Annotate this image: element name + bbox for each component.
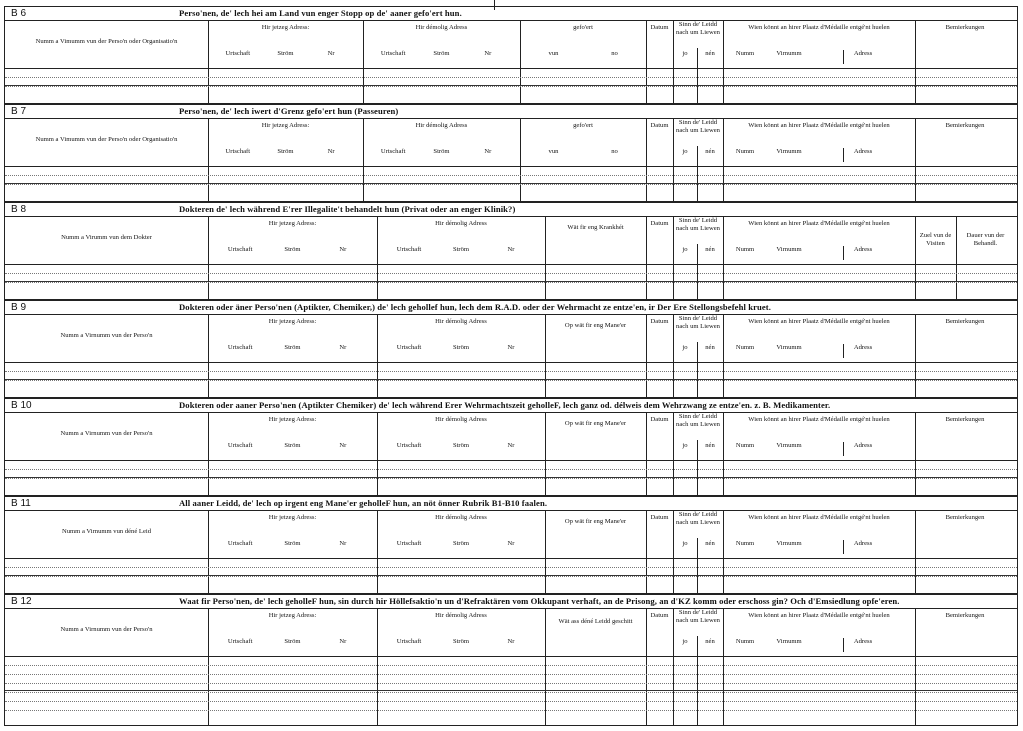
section-b7 bbox=[4, 104, 1018, 202]
section-code: B 8 bbox=[11, 204, 27, 215]
column-divider bbox=[915, 20, 916, 103]
medal-label: Wien könnt an hirer Plaatz d'Médaille entgé'nt huelen bbox=[748, 24, 890, 31]
driven-label: gefo'ert bbox=[573, 24, 593, 31]
number-label: Nr bbox=[484, 50, 492, 57]
section-b9 bbox=[4, 300, 1018, 398]
section-code: B 7 bbox=[11, 106, 27, 117]
section-title-row bbox=[5, 203, 1017, 217]
entry-line bbox=[5, 371, 1017, 372]
number-label: Nr bbox=[507, 638, 515, 645]
column-divider bbox=[545, 216, 546, 299]
name-column-label: Numm a Virumm vun dem Dokter bbox=[61, 234, 152, 241]
column-divider bbox=[363, 118, 364, 201]
column-divider bbox=[646, 510, 647, 593]
form-sheet bbox=[4, 6, 1018, 726]
alive-label: Sinn de' Leidd nach um Liewen bbox=[676, 413, 720, 428]
column-divider bbox=[208, 412, 209, 495]
column-divider bbox=[646, 20, 647, 103]
entry-line bbox=[5, 683, 1017, 684]
column-divider bbox=[843, 344, 844, 358]
alive-label: Sinn de' Leidd nach um Liewen bbox=[676, 609, 720, 624]
locality-label: Urtschaft bbox=[225, 50, 251, 57]
column-divider bbox=[646, 608, 647, 725]
date-label: Datum bbox=[650, 318, 669, 325]
current-address-label: Hir jetzeg Adress: bbox=[268, 318, 317, 325]
yes-label: jo bbox=[682, 148, 688, 155]
locality-label: Urtschaft bbox=[396, 638, 422, 645]
column-divider bbox=[723, 216, 724, 299]
entry-line bbox=[5, 576, 1017, 577]
street-label: Ström bbox=[284, 246, 301, 253]
number-label: Nr bbox=[507, 246, 515, 253]
number-label: Nr bbox=[507, 344, 515, 351]
column-divider bbox=[545, 608, 546, 725]
column-divider bbox=[545, 412, 546, 495]
manner-label: Op wät fir eng Mane'er bbox=[564, 322, 627, 329]
column-divider bbox=[208, 216, 209, 299]
column-divider bbox=[208, 608, 209, 725]
yes-label: jo bbox=[682, 540, 688, 547]
body-separator bbox=[5, 575, 1017, 576]
medal-name-label: Numm bbox=[735, 148, 755, 155]
column-divider bbox=[377, 314, 378, 397]
current-address-label: Hir jetzeg Adress: bbox=[261, 122, 310, 129]
section-b6 bbox=[4, 6, 1018, 104]
section-title-row bbox=[5, 7, 1017, 21]
column-divider bbox=[843, 50, 844, 64]
locality-label: Urtschaft bbox=[225, 148, 251, 155]
locality-label: Urtschaft bbox=[396, 344, 422, 351]
medal-firstname-label: Virnumm bbox=[776, 442, 802, 449]
entry-line bbox=[5, 86, 1017, 87]
locality-label: Urtschaft bbox=[396, 540, 422, 547]
column-divider bbox=[915, 118, 916, 201]
column-divider bbox=[377, 216, 378, 299]
section-b10 bbox=[4, 398, 1018, 496]
entry-line bbox=[5, 273, 1017, 274]
top-crop-mark bbox=[494, 0, 495, 10]
yes-label: jo bbox=[682, 246, 688, 253]
yes-label: jo bbox=[682, 50, 688, 57]
medal-name-label: Numm bbox=[735, 540, 755, 547]
medal-name-label: Numm bbox=[735, 50, 755, 57]
medal-name-label: Numm bbox=[735, 638, 755, 645]
remarks-label: Bemierkungen bbox=[945, 514, 985, 521]
body-separator bbox=[5, 281, 1017, 282]
section-code: B 6 bbox=[11, 8, 27, 19]
column-divider bbox=[208, 510, 209, 593]
column-divider bbox=[208, 118, 209, 201]
medal-address-label: Adress bbox=[853, 344, 873, 351]
remarks-label: Bemierkungen bbox=[945, 612, 985, 619]
manner-label: Op wät fir eng Mane'er bbox=[564, 518, 627, 525]
alive-label: Sinn de' Leidd nach um Liewen bbox=[676, 119, 720, 134]
entry-line bbox=[5, 674, 1017, 675]
column-divider bbox=[843, 148, 844, 162]
column-divider bbox=[646, 216, 647, 299]
column-divider bbox=[208, 20, 209, 103]
no-label: nén bbox=[705, 540, 715, 547]
alive-label: Sinn de' Leidd nach um Liewen bbox=[676, 315, 720, 330]
date-label: Datum bbox=[650, 416, 669, 423]
medal-address-label: Adress bbox=[853, 442, 873, 449]
date-label: Datum bbox=[650, 612, 669, 619]
number-label: Nr bbox=[507, 442, 515, 449]
column-divider bbox=[723, 314, 724, 397]
column-divider bbox=[843, 442, 844, 456]
number-label: Nr bbox=[339, 638, 347, 645]
date-label: Datum bbox=[650, 220, 669, 227]
column-divider bbox=[915, 510, 916, 593]
locality-label: Urtschaft bbox=[380, 50, 406, 57]
body-separator bbox=[5, 477, 1017, 478]
locality-label: Urtschaft bbox=[227, 442, 253, 449]
column-divider bbox=[723, 412, 724, 495]
name-column-label: Numm a Virnumm vun der Perso'n bbox=[60, 430, 153, 437]
medal-address-label: Adress bbox=[853, 148, 873, 155]
medal-firstname-label: Virnumm bbox=[776, 246, 802, 253]
column-divider bbox=[377, 412, 378, 495]
street-label: Ström bbox=[433, 50, 450, 57]
locality-label: Urtschaft bbox=[227, 540, 253, 547]
entry-line bbox=[5, 184, 1017, 185]
former-address-label: Hir démolig Adress bbox=[435, 612, 487, 619]
column-divider bbox=[377, 608, 378, 725]
entry-line bbox=[5, 175, 1017, 176]
to-label: no bbox=[611, 50, 618, 57]
remarks-label: Bemierkungen bbox=[945, 318, 985, 325]
column-divider bbox=[545, 510, 546, 593]
yes-label: jo bbox=[682, 344, 688, 351]
no-label: nén bbox=[705, 246, 715, 253]
entry-line bbox=[5, 77, 1017, 78]
name-column-label: Numm a Virnumm vun déné Leid bbox=[61, 528, 152, 535]
number-label: Nr bbox=[507, 540, 515, 547]
alive-label: Sinn de' Leidd nach um Liewen bbox=[676, 217, 720, 232]
column-divider bbox=[723, 20, 724, 103]
entry-line bbox=[5, 469, 1017, 470]
medal-label: Wien könnt an hirer Plaatz d'Médaille entgé'nt huelen bbox=[748, 318, 890, 325]
street-label: Ström bbox=[277, 148, 294, 155]
street-label: Ström bbox=[433, 148, 450, 155]
no-label: nén bbox=[705, 638, 715, 645]
section-title-row bbox=[5, 497, 1017, 511]
section-title: Perso'nen, de' lech iwert d'Grenz gefo'ert hun (Passeuren) bbox=[179, 106, 399, 116]
former-address-label: Hir démolig Adress bbox=[435, 416, 487, 423]
column-divider bbox=[697, 636, 698, 725]
number-label: Nr bbox=[327, 148, 335, 155]
section-title: Waat fir Perso'nen, de' lech geholleF hun, sin durch hir Höllefsaktio'n un d'Refraktären vom Okkupant verhaft, an de Prisong, an d'KZ komm oder erschoss gin? Och d'Emsiedlung opfe'eren. bbox=[179, 596, 900, 606]
to-label: no bbox=[611, 148, 618, 155]
what-happened-label: Wät ass déné Leidd geschitt bbox=[558, 618, 633, 625]
street-label: Ström bbox=[284, 344, 301, 351]
section-code: B 12 bbox=[11, 596, 32, 607]
street-label: Ström bbox=[452, 540, 470, 547]
column-divider bbox=[915, 608, 916, 725]
medal-address-label: Adress bbox=[853, 246, 873, 253]
column-divider bbox=[843, 246, 844, 260]
column-divider bbox=[723, 510, 724, 593]
former-address-label: Hir démolig Adress bbox=[435, 220, 487, 227]
medal-address-label: Adress bbox=[853, 50, 873, 57]
entry-line bbox=[5, 282, 1017, 283]
current-address-label: Hir jetzeg Adress: bbox=[261, 24, 310, 31]
section-b11 bbox=[4, 496, 1018, 594]
no-label: nén bbox=[705, 50, 715, 57]
column-divider bbox=[377, 510, 378, 593]
remarks-label: Bemierkungen bbox=[945, 416, 985, 423]
driven-label: gefo'ert bbox=[573, 122, 593, 129]
medal-name-label: Numm bbox=[735, 246, 755, 253]
section-code: B 9 bbox=[11, 302, 27, 313]
column-divider bbox=[673, 608, 674, 725]
name-column-label: Numm a Virnumm vun der Perso'n bbox=[60, 626, 153, 633]
yes-label: jo bbox=[682, 442, 688, 449]
section-title-row bbox=[5, 105, 1017, 119]
section-code: B 11 bbox=[11, 498, 31, 509]
medal-name-label: Numm bbox=[735, 344, 755, 351]
street-label: Ström bbox=[284, 442, 301, 449]
current-address-label: Hir jetzeg Adress: bbox=[268, 220, 317, 227]
column-divider bbox=[915, 412, 916, 495]
number-label: Nr bbox=[339, 344, 347, 351]
medal-firstname-label: Virnumm bbox=[776, 344, 802, 351]
entry-line bbox=[5, 380, 1017, 381]
treatment-label: Dauer vun der Behandl. bbox=[966, 232, 1005, 247]
former-address-label: Hir démolig Adress bbox=[415, 122, 468, 129]
section-title-row bbox=[5, 595, 1017, 609]
locality-label: Urtschaft bbox=[396, 246, 422, 253]
locality-label: Urtschaft bbox=[227, 344, 253, 351]
entry-line bbox=[5, 701, 1017, 702]
medal-address-label: Adress bbox=[853, 638, 873, 645]
name-column-label: Numm a Vimumm vun der Perso'n oder Organisatio'n bbox=[35, 38, 178, 45]
number-label: Nr bbox=[339, 246, 347, 253]
column-divider bbox=[646, 314, 647, 397]
entry-line bbox=[5, 478, 1017, 479]
column-divider bbox=[208, 314, 209, 397]
number-label: Nr bbox=[339, 540, 347, 547]
date-label: Datum bbox=[650, 514, 669, 521]
street-label: Ström bbox=[452, 344, 470, 351]
section-title: Dokteren oder aaner Perso'nen (Aptikter Chemiker) de' lech während Erer Wehrmachtszeit geholleF, lech ganz od. délweis dem Wehrzwang ze entze'en. z. B. Medikamenter. bbox=[179, 400, 831, 410]
medal-firstname-label: Virnumm bbox=[776, 540, 802, 547]
former-address-label: Hir démolig Adress bbox=[435, 514, 487, 521]
no-label: nén bbox=[705, 344, 715, 351]
body-separator bbox=[5, 690, 1017, 691]
medal-address-label: Adress bbox=[853, 540, 873, 547]
current-address-label: Hir jetzeg Adress: bbox=[268, 514, 317, 521]
section-title-row bbox=[5, 301, 1017, 315]
column-divider bbox=[520, 20, 521, 103]
number-label: Nr bbox=[327, 50, 335, 57]
locality-label: Urtschaft bbox=[396, 442, 422, 449]
no-label: nén bbox=[705, 148, 715, 155]
section-b12 bbox=[4, 594, 1018, 726]
column-divider bbox=[915, 216, 916, 299]
from-label: vun bbox=[548, 148, 559, 155]
column-divider bbox=[723, 118, 724, 201]
street-label: Ström bbox=[277, 50, 294, 57]
current-address-label: Hir jetzeg Adress: bbox=[268, 416, 317, 423]
column-divider bbox=[915, 314, 916, 397]
entry-line bbox=[5, 665, 1017, 666]
remarks-label: Bemierkungen bbox=[945, 122, 985, 129]
number-label: Nr bbox=[484, 148, 492, 155]
illness-label: Wät fir eng Krankhét bbox=[567, 224, 624, 231]
medal-label: Wien könnt an hirer Plaatz d'Médaille entgé'nt huelen bbox=[748, 514, 890, 521]
yes-label: jo bbox=[682, 638, 688, 645]
section-code: B 10 bbox=[11, 400, 32, 411]
section-title: All aaner Leidd, de' lech op irgent eng Mane'er geholleF hun, an nöt önner Rubrik B1-B10 faalen. bbox=[179, 498, 548, 508]
body-separator bbox=[5, 379, 1017, 380]
entry-line bbox=[5, 710, 1017, 711]
body-separator bbox=[5, 85, 1017, 86]
from-label: vun bbox=[548, 50, 559, 57]
entry-line bbox=[5, 567, 1017, 568]
section-title: Dokteren oder äner Perso'nen (Aptikter, Chemiker,) de' lech gehollef hun, lech dem R.A.D. oder der Wehrmacht ze entze'en, ir Der Ere Stellongsbefehl kruet. bbox=[179, 302, 772, 312]
date-label: Datum bbox=[650, 24, 669, 31]
visits-label: Zuel vun de Visiten bbox=[919, 232, 952, 247]
former-address-label: Hir démolig Adress bbox=[435, 318, 487, 325]
column-divider bbox=[843, 540, 844, 554]
date-label: Datum bbox=[650, 122, 669, 129]
medal-label: Wien könnt an hirer Plaatz d'Médaille entgé'nt huelen bbox=[748, 122, 890, 129]
locality-label: Urtschaft bbox=[227, 638, 253, 645]
locality-label: Urtschaft bbox=[380, 148, 406, 155]
column-divider bbox=[646, 412, 647, 495]
street-label: Ström bbox=[284, 540, 301, 547]
section-b8 bbox=[4, 202, 1018, 300]
street-label: Ström bbox=[452, 442, 470, 449]
entry-line bbox=[5, 692, 1017, 693]
body-separator bbox=[5, 183, 1017, 184]
section-title: Dokteren de' lech während E'rer Illegalite't behandelt hun (Privat oder an enger Klinik?) bbox=[179, 204, 516, 214]
section-title-row bbox=[5, 399, 1017, 413]
no-label: nén bbox=[705, 442, 715, 449]
alive-label: Sinn de' Leidd nach um Liewen bbox=[676, 21, 720, 36]
medal-name-label: Numm bbox=[735, 442, 755, 449]
manner-label: Op wät fir eng Mane'er bbox=[564, 420, 627, 427]
section-title: Perso'nen, de' lech hei am Land vun enger Stopp op de' aaner gefo'ert hun. bbox=[179, 8, 462, 18]
column-divider bbox=[363, 20, 364, 103]
medal-label: Wien könnt an hirer Plaatz d'Médaille entgé'nt huelen bbox=[748, 612, 890, 619]
medal-firstname-label: Virnumm bbox=[776, 50, 802, 57]
street-label: Ström bbox=[452, 638, 470, 645]
street-label: Ström bbox=[452, 246, 470, 253]
column-divider bbox=[843, 638, 844, 652]
street-label: Ström bbox=[284, 638, 301, 645]
column-divider bbox=[520, 118, 521, 201]
remarks-label: Bemierkungen bbox=[945, 24, 985, 31]
medal-firstname-label: Virnumm bbox=[776, 638, 802, 645]
column-divider bbox=[723, 608, 724, 725]
name-column-label: Numm a Vimumm vun der Perso'n oder Organisatio'n bbox=[35, 136, 178, 143]
name-column-label: Numm a Virnumm vun der Perso'n bbox=[60, 332, 153, 339]
column-divider bbox=[956, 216, 957, 299]
medal-label: Wien könnt an hirer Plaatz d'Médaille entgé'nt huelen bbox=[748, 416, 890, 423]
alive-label: Sinn de' Leidd nach um Liewen bbox=[676, 511, 720, 526]
medal-firstname-label: Virnumm bbox=[776, 148, 802, 155]
former-address-label: Hir démolig Adress bbox=[415, 24, 468, 31]
column-divider bbox=[545, 314, 546, 397]
number-label: Nr bbox=[339, 442, 347, 449]
column-divider bbox=[646, 118, 647, 201]
current-address-label: Hir jetzeg Adress: bbox=[268, 612, 317, 619]
locality-label: Urtschaft bbox=[227, 246, 253, 253]
medal-label: Wien könnt an hirer Plaatz d'Médaille entgé'nt huelen bbox=[748, 220, 890, 227]
